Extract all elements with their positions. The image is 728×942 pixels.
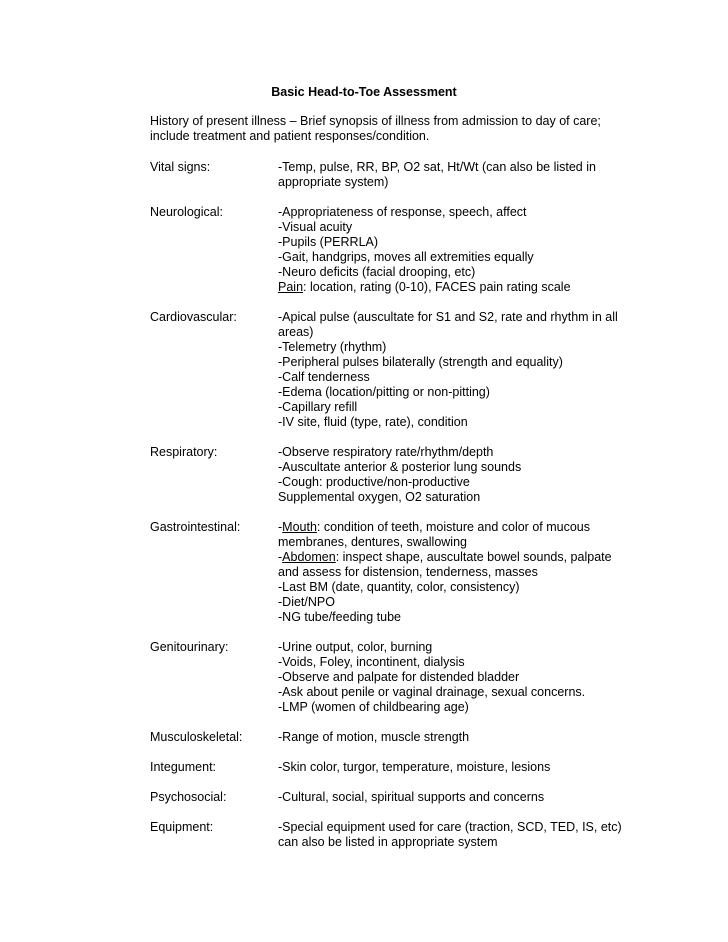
section-item: -Appropriateness of response, speech, affect — [278, 205, 527, 219]
section-item: -Observe and palpate for distended bladder — [278, 670, 520, 684]
section-items — [278, 520, 630, 625]
section-items — [278, 310, 630, 430]
mouth-description: : condition of teeth, moisture and color of mucous membranes, dentures, swallowing — [278, 520, 590, 549]
section-label: Gastrointestinal: — [150, 520, 241, 534]
section-item: -Ask about penile or vaginal drainage, sexual concerns. — [278, 685, 586, 699]
section-label: Neurological: — [150, 205, 223, 219]
section-item: -Calf tenderness — [278, 370, 370, 384]
section-items — [278, 640, 630, 715]
abdomen-term: Abdomen — [282, 550, 336, 564]
section-vital-signs — [150, 160, 630, 190]
section-items — [278, 160, 630, 190]
abdomen-description: : inspect shape, auscultate bowel sounds, palpate and assess for distension, tenderness, masses — [278, 550, 612, 579]
section-item: -Edema (location/pitting or non-pitting) — [278, 385, 490, 399]
assessment-sections — [150, 160, 630, 865]
section-item: -Temp, pulse, RR, BP, O2 sat, Ht/Wt (can also be listed in appropriate system) — [278, 160, 596, 189]
intro-paragraph: History of present illness – Brief synopsis of illness from admission to day of care; include treatment and patient responses/condition. — [150, 114, 601, 143]
section-integument — [150, 760, 630, 775]
abdomen-item: -Abdomen: inspect shape, auscultate bowel sounds, palpate and assess for distension, tenderness, masses — [278, 550, 612, 579]
section-label: Respiratory: — [150, 445, 218, 459]
section-label: Equipment: — [150, 820, 214, 834]
section-cardiovascular — [150, 310, 630, 430]
pain-item — [278, 280, 630, 295]
section-items — [278, 790, 630, 805]
section-musculoskeletal — [150, 730, 630, 745]
section-item: -Peripheral pulses bilaterally (strength and equality) — [278, 355, 563, 369]
mouth-item: -Mouth: condition of teeth, moisture and color of mucous membranes, dentures, swallowing — [278, 520, 590, 549]
section-item: -Capillary refill — [278, 400, 358, 414]
section-label: Musculoskeletal: — [150, 730, 243, 744]
section-label: Genitourinary: — [150, 640, 229, 654]
section-gastrointestinal — [150, 520, 630, 625]
section-item: -LMP (women of childbearing age) — [278, 700, 469, 714]
section-genitourinary — [150, 640, 630, 715]
section-label: Cardiovascular: — [150, 310, 237, 324]
section-items — [278, 820, 630, 850]
section-items — [278, 760, 630, 775]
section-item: -Telemetry (rhythm) — [278, 340, 387, 354]
section-item: -Auscultate anterior & posterior lung sounds — [278, 460, 522, 474]
section-label: Vital signs: — [150, 160, 211, 174]
section-item: -NG tube/feeding tube — [278, 610, 401, 624]
pain-term: Pain — [278, 280, 304, 294]
page-title: Basic Head-to-Toe Assessment — [271, 85, 457, 99]
section-label: Psychosocial: — [150, 790, 227, 804]
section-psychosocial — [150, 790, 630, 805]
section-equipment — [150, 820, 630, 850]
section-item: -Observe respiratory rate/rhythm/depth — [278, 445, 494, 459]
section-item: -Urine output, color, burning — [278, 640, 433, 654]
mouth-term: Mouth — [282, 520, 317, 534]
section-item: -Pupils (PERRLA) — [278, 235, 379, 249]
section-item: -Gait, handgrips, moves all extremities equally — [278, 250, 534, 264]
section-neurological — [150, 205, 630, 295]
pain-description: : location, rating (0-10), FACES pain rating scale — [303, 280, 571, 294]
section-item: -Visual acuity — [278, 220, 353, 234]
section-item: -Skin color, turgor, temperature, moisture, lesions — [278, 760, 551, 774]
section-item: Supplemental oxygen, O2 saturation — [278, 490, 481, 504]
section-item: -Cultural, social, spiritual supports and concerns — [278, 790, 545, 804]
section-item: -Diet/NPO — [278, 595, 335, 609]
section-items — [278, 730, 630, 745]
section-items — [278, 445, 630, 505]
section-item: -Voids, Foley, incontinent, dialysis — [278, 655, 465, 669]
section-item: -Cough: productive/non-productive — [278, 475, 470, 489]
section-item: -Last BM (date, quantity, color, consistency) — [278, 580, 520, 594]
section-item: -Range of motion, muscle strength — [278, 730, 470, 744]
section-respiratory — [150, 445, 630, 505]
section-items — [278, 205, 630, 295]
section-item: -Apical pulse (auscultate for S1 and S2, rate and rhythm in all areas) — [278, 310, 618, 339]
section-item: -IV site, fluid (type, rate), condition — [278, 415, 468, 429]
section-label: Integument: — [150, 760, 217, 774]
section-item: -Neuro deficits (facial drooping, etc) — [278, 265, 476, 279]
section-item: -Special equipment used for care (traction, SCD, TED, IS, etc) can also be listed in appropriate system — [278, 820, 622, 849]
